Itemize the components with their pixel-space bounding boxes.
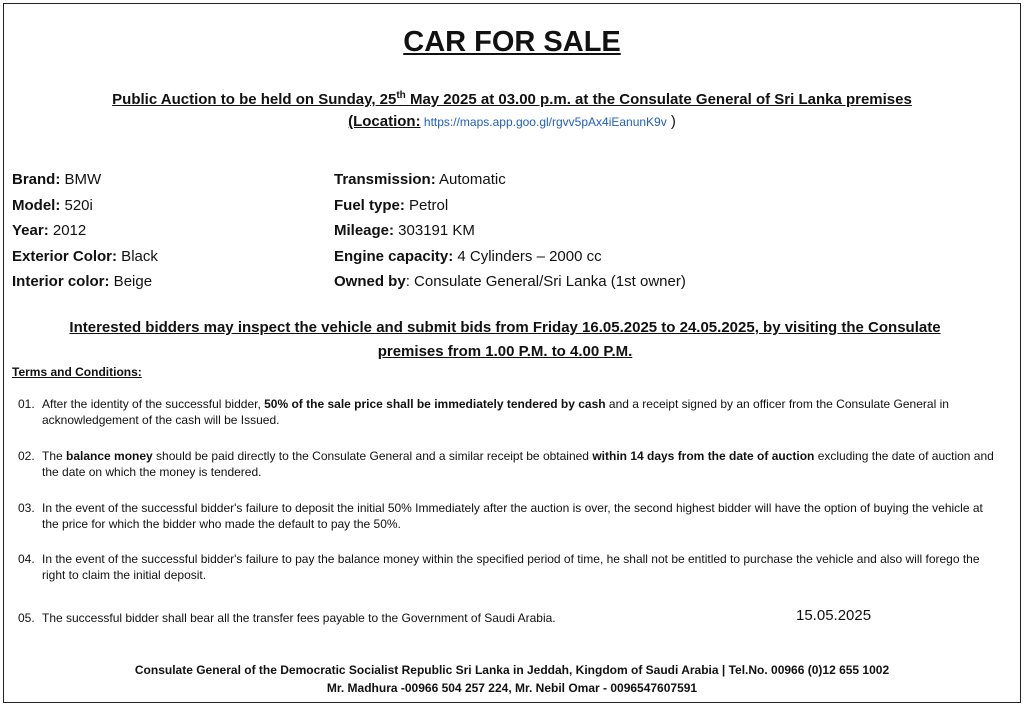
term-item [18, 500, 998, 532]
spec-owned-by [334, 269, 686, 295]
location-label: (Location: [348, 113, 421, 130]
spec-label: Model: [12, 196, 61, 214]
term-text-bold: 50% of the sale price shall be immediately tendered by cash [264, 397, 606, 411]
term-number: 03. [18, 501, 35, 515]
spec-label: Brand: [12, 171, 61, 188]
spec-engine-capacity [334, 244, 686, 270]
spec-value: Black [117, 247, 158, 265]
spec-label: Fuel type: [334, 196, 405, 214]
term-item [18, 448, 998, 480]
term-item [18, 396, 998, 428]
auction-announcement [4, 90, 1020, 108]
spec-value: BMW [60, 171, 102, 188]
term-text-part: The [42, 449, 67, 463]
spec-label: Exterior Color: [12, 247, 118, 265]
document-page [3, 3, 1021, 703]
notice-date: 15.05.2025 [796, 607, 872, 624]
spec-brand [12, 167, 158, 193]
spec-value: Automatic [435, 171, 506, 188]
term-number: 04. [18, 552, 35, 566]
auction-date-suffix: th [396, 90, 406, 101]
location-link[interactable]: https://maps.app.goo.gl/rgvv5pAx4iEanunK9v [420, 115, 667, 129]
term-text [42, 551, 998, 583]
inspection-line-2: premises from 1.00 P.M. to 4.00 P.M. [377, 343, 633, 360]
inspection-notice [24, 316, 986, 364]
term-text [42, 396, 998, 428]
spec-year [12, 218, 158, 244]
terms-heading: Terms and Conditions: [12, 365, 142, 379]
spec-value: 303191 KM [394, 222, 475, 239]
spec-label: Mileage: [334, 222, 395, 239]
spec-exterior-color [12, 244, 158, 270]
term-text-bold: within 14 days from the date of auction [592, 449, 815, 463]
inspection-line-1: Interested bidders may inspect the vehicle and submit bids from Friday 16.05.2025 to 24.05.2025, by visiting the Consulate [69, 319, 941, 336]
spec-mileage [334, 218, 686, 244]
spec-value: : Consulate General/Sri Lanka (1st owner) [405, 273, 686, 290]
spec-value: Beige [109, 273, 153, 290]
spec-value: 2012 [48, 222, 87, 239]
footer-contact [4, 661, 1020, 697]
auction-text-end: May 2025 at 03.00 p.m. at the Consulate General of Sri Lanka premises [405, 91, 912, 108]
term-number: 02. [18, 449, 35, 463]
auction-text-start: Public Auction to be held on Sunday, 25 [112, 91, 397, 108]
spec-interior-color [12, 269, 158, 295]
term-text [42, 448, 998, 480]
spec-transmission [334, 167, 686, 193]
footer-line-1: Consulate General of the Democratic Socialist Republic Sri Lanka in Jeddah, Kingdom of Saudi Arabia | Tel.No. 00966 (0)12 655 1002 [134, 663, 890, 677]
term-text-bold: balance money [66, 449, 153, 463]
term-text [42, 500, 998, 532]
term-text-part: In the event of the successful bidder's failure to deposit the initial 50% Immediately after the auction is over, the second highest bidder will have the option of buying the vehicle at the price for which the bidder who made the default to pay the 50%. [42, 501, 983, 531]
location-close: ) [666, 113, 676, 130]
spec-model [12, 193, 158, 219]
term-text-part: excluding the date of auction and the date on which the money is tendered. [42, 449, 994, 479]
term-text-part: should be paid directly to the Consulate General and a similar receipt be obtained [152, 449, 593, 463]
vehicle-specs-right [334, 167, 686, 295]
term-text-part: The successful bidder shall bear all the transfer fees payable to the Government of Saudi Arabia. [42, 611, 556, 625]
spec-fuel-type [334, 193, 686, 219]
spec-label: Engine capacity: [334, 247, 454, 265]
spec-label: Year: [12, 222, 49, 239]
spec-value: Petrol [404, 196, 449, 214]
term-number: 01. [18, 397, 35, 411]
spec-label: Owned by [334, 273, 406, 290]
spec-label: Transmission: [334, 171, 436, 188]
spec-label: Interior color: [12, 273, 110, 290]
term-text-part: and a receipt signed by an officer from the Consulate General in acknowledgement of the cash will be Issued. [42, 397, 949, 427]
location-line [4, 113, 1020, 130]
term-text-part: In the event of the successful bidder's failure to pay the balance money within the specified period of time, he shall not be entitled to purchase the vehicle and also will forego the right to claim the initial deposit. [42, 552, 980, 582]
spec-value: 520i [60, 196, 93, 214]
term-text-part: After the identity of the successful bidder, [42, 397, 265, 411]
term-item [18, 551, 998, 583]
term-number: 05. [18, 611, 35, 625]
vehicle-specs-left [12, 167, 158, 295]
footer-line-2: Mr. Madhura -00966 504 257 224, Mr. Nebil Omar - 0096547607591 [326, 681, 698, 695]
page-title: CAR FOR SALE [403, 26, 621, 58]
spec-value: 4 Cylinders – 2000 cc [453, 247, 602, 265]
